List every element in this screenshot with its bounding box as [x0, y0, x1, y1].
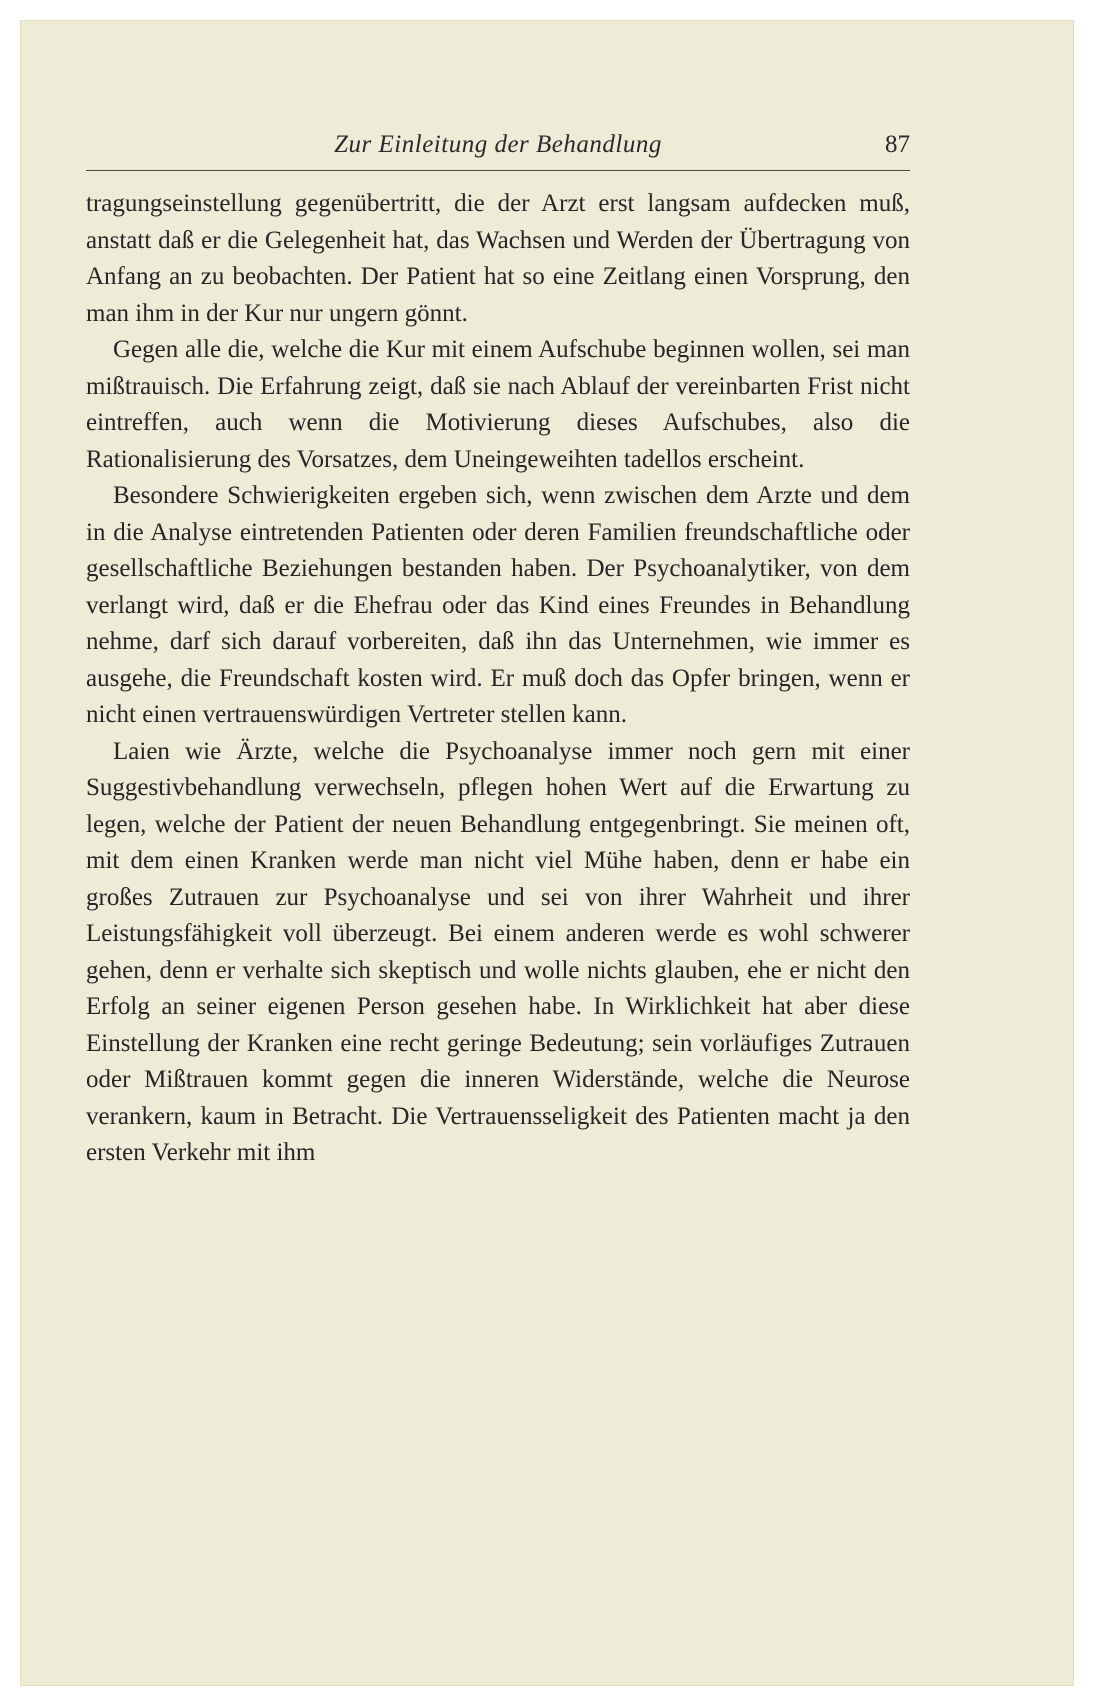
page-number: 87 [885, 131, 910, 158]
paragraph-3: Besondere Schwierigkeiten ergeben sich, wenn zwischen dem Arzte und dem in die Analyse eintretenden Patienten oder deren Familien freundschaftliche oder gesellschaftliche Beziehungen bestanden haben. Der Psychoanalytiker, von dem verlangt wird, daß er die Ehefrau oder das Kind eines Freundes in Behandlung nehme, darf sich darauf vorbereiten, daß ihn das Unternehmen, wie immer es ausgehe, die Freundschaft kosten wird. Er muß doch das Opfer bringen, wenn er nicht einen vertrauenswürdigen Vertreter stellen kann. [86, 482, 910, 728]
paragraph-1: tragungseinstellung gegenübertritt, die der Arzt erst langsam aufdecken muß, anstatt daß er die Gelegenheit hat, das Wachsen und Werden der Übertragung von Anfang an zu beobachten. Der Patient hat so eine Zeitlang einen Vorsprung, den man ihm in der Kur nur ungern gönnt. [86, 190, 910, 327]
body-text [86, 186, 910, 1172]
running-header [86, 128, 910, 168]
running-header-title: Zur Einleitung der Behandlung [334, 131, 662, 158]
paragraph-4: Laien wie Ärzte, welche die Psychoanalyse immer noch gern mit einer Suggestivbehandlung verwechseln, pflegen hohen Wert auf die Erwartung zu legen, welche der Patient der neuen Behandlung entgegenbringt. Sie meinen oft, mit dem einen Kranken werde man nicht viel Mühe haben, denn er habe ein großes Zutrauen zur Psychoanalyse und sei von ihrer Wahrheit und ihrer Leistungsfähigkeit voll überzeugt. Bei einem anderen werde es wohl schwerer gehen, denn er verhalte sich skeptisch und wolle nichts glauben, ehe er nicht den Erfolg an seiner eigenen Person gesehen habe. In Wirklichkeit hat aber diese Einstellung der Kranken eine recht geringe Bedeutung; sein vorläufiges Zutrauen oder Mißtrauen kommt gegen die inneren Widerstände, welche die Neurose verankern, kaum in Betracht. Die Vertrauensseligkeit des Patienten macht ja den ersten Verkehr mit ihm [86, 737, 910, 1166]
paragraph-2: Gegen alle die, welche die Kur mit einem Aufschube beginnen wollen, sei man mißtrauisch. Die Erfahrung zeigt, daß sie nach Ablauf der vereinbarten Frist nicht eintreffen, auch wenn die Motivierung dieses Aufschubes, also die Rationalisierung des Vorsatzes, dem Uneingeweihten tadellos erscheint. [86, 336, 910, 473]
header-rule [86, 170, 910, 171]
